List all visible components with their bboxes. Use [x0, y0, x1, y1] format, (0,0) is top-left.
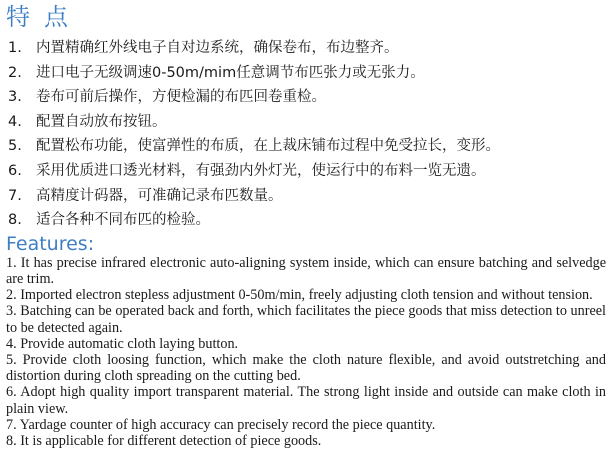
en-feature-item: 6. Adopt high quality import transparent material. The strong light inside and outside can make cloth in plain view. [6, 384, 606, 417]
en-feature-item: 4. Provide automatic cloth laying button. [6, 335, 239, 352]
cn-feature-list [6, 36, 607, 233]
en-feature-list [6, 255, 607, 449]
cn-feature-item [6, 159, 607, 184]
cn-feature-text: 采用优质进口透光材料，有强劲内外灯光，使运行中的布料一览无遗。 [36, 162, 486, 179]
cn-feature-number: 5. [8, 138, 22, 155]
cn-feature-number: 6. [8, 162, 22, 179]
cn-feature-number: 8. [8, 212, 22, 229]
en-feature-item: 3. Batching can be operated back and forth, which facilitates the piece goods that miss detection to unreel to be detected again. [6, 303, 606, 336]
en-feature-item: 1. It has precise infrared electronic auto-aligning system inside, which can ensure batching and selvedge are trim. [6, 254, 606, 287]
cn-feature-item [6, 208, 607, 233]
cn-feature-item [6, 184, 607, 209]
cn-feature-text: 高精度计码器，可准确记录布匹数量。 [36, 187, 283, 204]
cn-feature-number: 2. [8, 64, 22, 81]
en-feature-item: 8. It is applicable for different detection of piece goods. [6, 432, 322, 449]
cn-section-title: 特点 [6, 3, 82, 31]
cn-feature-item [6, 36, 607, 61]
cn-feature-text: 配置松布功能，使富弹性的布质，在上裁床铺布过程中免受拉长，变形。 [36, 138, 500, 155]
cn-feature-text: 内置精确红外线电子自对边系统，确保卷布，布边整齐。 [36, 40, 399, 56]
en-feature-item: 2. Imported electron stepless adjustment 0-50m/min, freely adjusting cloth tension and without tension. [6, 287, 593, 304]
cn-feature-text: 配置自动放布按钮。 [36, 113, 167, 130]
cn-feature-text: 进口电子无级调速0-50m/mim任意调节布匹张力或无张力。 [36, 64, 425, 81]
cn-feature-number: 7. [8, 187, 22, 204]
cn-feature-item [6, 134, 607, 159]
cn-feature-text: 卷布可前后操作，方便检漏的布匹回卷重检。 [36, 89, 326, 106]
cn-feature-item [6, 110, 607, 135]
cn-feature-number: 1. [8, 40, 22, 56]
cn-feature-item [6, 61, 607, 86]
en-feature-item: 5. Provide cloth loosing function, which make the cloth nature flexible, and avoid outstretching and distortion during cloth spreading on the cutting bed. [6, 351, 606, 385]
cn-feature-number: 4. [8, 113, 22, 130]
en-section-title: Features: [6, 232, 95, 255]
cn-feature-item [6, 85, 607, 110]
cn-feature-number: 3. [8, 89, 22, 106]
en-feature-item: 7. Yardage counter of high accuracy can precisely record the piece quantity. [6, 416, 436, 433]
cn-feature-text: 适合各种不同布匹的检验。 [36, 212, 210, 229]
